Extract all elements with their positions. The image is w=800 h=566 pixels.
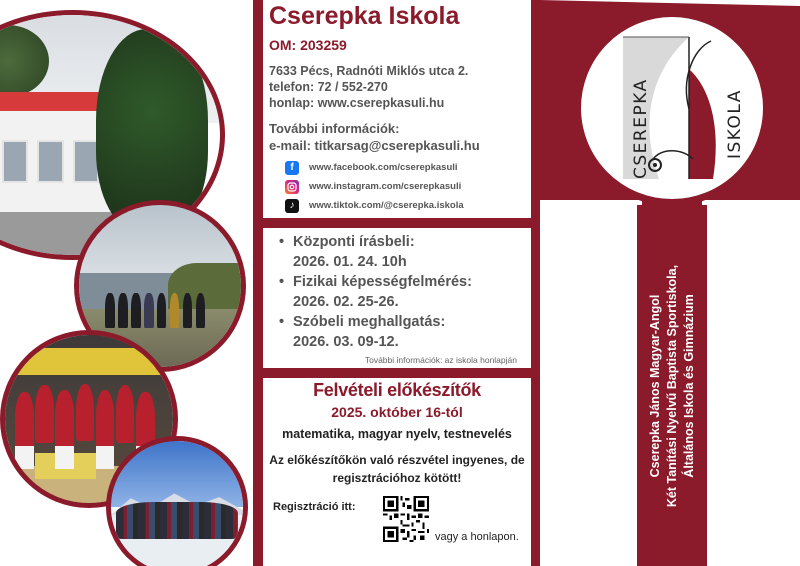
- exam-date-oral: 2026. 03. 09-12.: [293, 334, 399, 350]
- photo-panel: [0, 0, 253, 566]
- full-name-line3: Általános Iskola és Gimnázium: [681, 294, 696, 478]
- exam-date-written: 2026. 01. 24. 10h: [293, 254, 407, 270]
- school-name: Cserepka Iskola: [269, 2, 460, 30]
- full-name-line1: Cserepka János Magyar-Angol: [647, 294, 662, 478]
- full-name-line2: Két Tanítási Nyelvű Baptista Sportiskola,: [664, 264, 679, 508]
- instagram-link[interactable]: [285, 179, 461, 194]
- cover-panel: [540, 0, 800, 566]
- exam-item-physical: • Fizikai képességfelmérés:: [279, 274, 472, 290]
- website: honlap: www.cserepkasuli.hu: [269, 96, 445, 110]
- prep-course-box: [263, 378, 531, 566]
- phone: telefon: 72 / 552-270: [269, 80, 388, 94]
- alt-register-label: vagy a honlapon.: [435, 531, 519, 543]
- exam-item-oral: • Szóbeli meghallgatás:: [279, 314, 446, 330]
- logo-circle: [574, 10, 770, 206]
- tiktok-icon: ♪: [285, 199, 299, 213]
- logo-word-iskola: ISKOLA: [725, 89, 745, 159]
- instagram-icon: [285, 180, 299, 194]
- email: e-mail: titkarsag@cserepkasuli.hu: [269, 138, 480, 153]
- tiktok-link[interactable]: [285, 198, 464, 213]
- school-full-name: [637, 226, 707, 546]
- cserepka-logo: [593, 29, 751, 187]
- tiktok-url: www.tiktok.com/@cserepka.iskola: [309, 200, 464, 211]
- prep-date: 2025. október 16-tól: [331, 404, 463, 420]
- exam-item-written: • Központi írásbeli:: [279, 234, 415, 250]
- exam-dates-box: [263, 228, 531, 368]
- prep-note-line1: Az előkészítőkön való részvétel ingyenes, de: [269, 453, 525, 467]
- contact-box: [263, 0, 531, 218]
- instagram-url: www.instagram.com/cserepkasuli: [309, 181, 462, 192]
- facebook-link[interactable]: [285, 160, 458, 175]
- qr-code-icon[interactable]: [383, 496, 429, 542]
- prep-title: Felvételi előkészítők: [313, 380, 481, 400]
- info-panel: [253, 0, 540, 566]
- prep-subjects: matematika, magyar nyelv, testnevelés: [282, 427, 512, 441]
- exam-note: További információk: az iskola honlapján: [364, 355, 517, 365]
- more-info-label: További információk:: [269, 121, 400, 136]
- facebook-icon: f: [285, 161, 299, 175]
- register-label: Regisztráció itt:: [273, 501, 356, 513]
- winter-group-photo: [106, 436, 248, 566]
- facebook-url: www.facebook.com/cserepkasuli: [309, 162, 458, 173]
- address: 7633 Pécs, Radnóti Miklós utca 2.: [269, 64, 469, 78]
- om-number: OM: 203259: [269, 37, 347, 53]
- exam-date-physical: 2026. 02. 25-26.: [293, 294, 399, 310]
- prep-note-line2: regisztrációhoz kötött!: [332, 471, 462, 485]
- logo-word-cserepka: CSEREPKA: [631, 78, 651, 179]
